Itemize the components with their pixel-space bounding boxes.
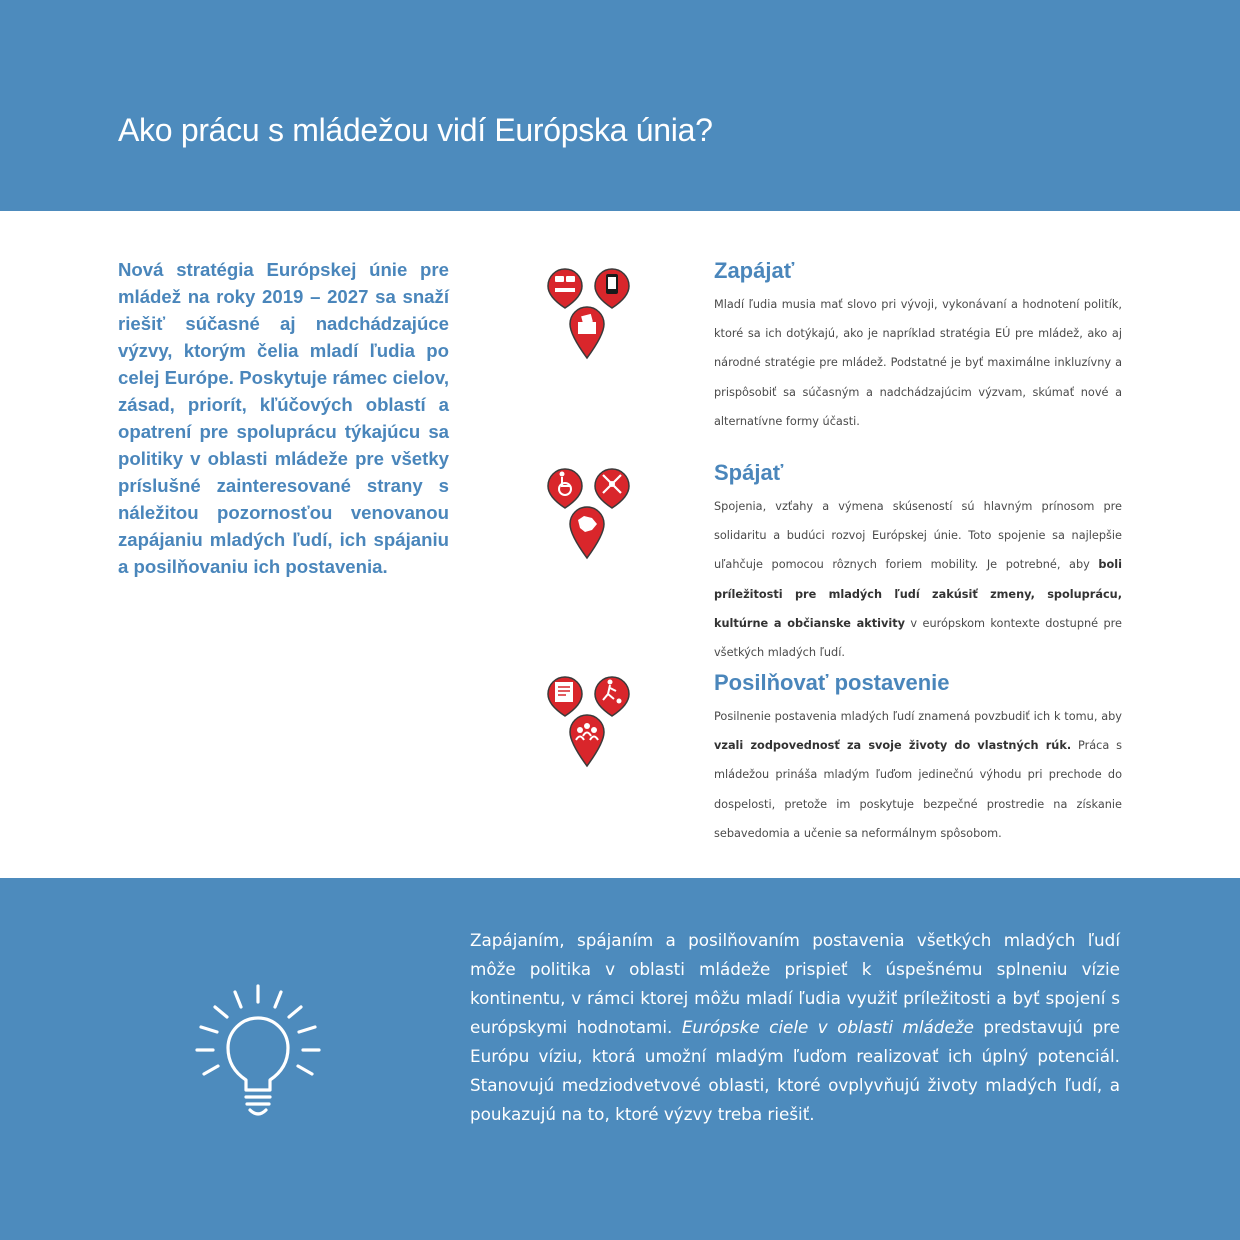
closing-text-part: predstavujú pre Európu víziu, ktorá umožní mladým ľuďom realizovať ich úplný potenciál. Stanovujú medziodvetvové oblasti, ktoré ovplyvňujú životy mladých ľudí, a poukazujú na to, ktoré výzvy treba riešiť. <box>470 1017 1120 1124</box>
header-band <box>0 0 1240 211</box>
lightbulb-icon <box>190 980 330 1125</box>
body-text: v európskom kontexte dostupné pre všetkých mladých ľudí. <box>714 616 1123 660</box>
section-body <box>714 492 1122 667</box>
body-text: Posilnenie postavenia mladých ľudí znamená povzbudiť ich k tomu, aby <box>714 710 1122 723</box>
football-player-icon <box>595 677 629 716</box>
closing-italic-title: Európske ciele v oblasti mládeže <box>681 1017 974 1037</box>
closing-text <box>470 926 1120 1129</box>
body-bold-text: boli príležitosti pre mladých ľudí zakúsiť zmeny, spoluprácu, kultúrne a občianske aktivity <box>714 558 1122 630</box>
network-arrows-icon <box>595 469 629 508</box>
group-icon <box>570 715 604 766</box>
section-spajat <box>714 460 1122 667</box>
section-heading: Posilňovať postavenie <box>714 670 950 695</box>
certificate-icon <box>548 677 582 716</box>
speech-bubbles-icon <box>548 269 582 308</box>
europe-map-icon <box>570 507 604 558</box>
section-body: Mladí ľudia musia mať slovo pri vývoji, vykonávaní a hodnotení politík, ktoré sa ich dotýkajú, ako je napríklad stratégia EÚ pre mládež, ako aj národné stratégie pre mládež. Podstatné je byť maximálne inkluzívny a prispôsobiť sa súčasným a nadchádzajúcim výzvam, skúmať nové a alternatívne formy účasti. <box>714 298 1122 428</box>
wheelchair-icon <box>548 469 582 508</box>
section-zapajat <box>714 258 1122 436</box>
closing-text-part: Zapájaním, spájaním a posilňovaním postavenia všetkých mladých ľudí môže politika v oblasti mládeže prispieť k úspešnému splneniu vízie kontinentu, v rámci ktorej môžu mladí ľudia využiť príležitosti a byť spojení s európskymi hodnotami. <box>470 930 1120 1037</box>
phone-icon <box>595 269 629 308</box>
spajat-icon-cluster <box>540 462 640 562</box>
ballot-box-icon <box>570 307 604 358</box>
page-title: Ako prácu s mládežou vidí Európska únia? <box>118 112 713 148</box>
section-heading: Spájať <box>714 460 784 485</box>
intro-text: Nová stratégia Európskej únie pre mládež na roky 2019 – 2027 sa snaží riešiť súčasné aj nadchádzajúce výzvy, ktorým čelia mladí ľudia po celej Európe. Poskytuje rámec cielov, zásad, priorít, kľúčových oblastí a opatrení pre spoluprácu týkajúcu sa politiky v oblasti mládeže pre všetky príslušné zainteresované strany s náležitou pozornosťou venovanou zapájaniu mladých ľudí, ich spájaniu a posilňovaniu ich postavenia. <box>118 259 449 577</box>
section-posilnovat <box>714 670 1122 848</box>
body-bold-text: vzali zodpovednosť za svoje životy do vlastných rúk. <box>714 739 1072 753</box>
body-text: Práca s mládežou prináša mladým ľuďom jedinečnú výhodu pri prechode do dospelosti, pretože im poskytuje bezpečné prostredie na získanie sebavedomia a učenie sa neformálnym spôsobom. <box>714 739 1122 840</box>
section-heading: Zapájať <box>714 258 795 283</box>
zapajat-icon-cluster <box>540 262 640 362</box>
body-text: Spojenia, vzťahy a výmena skúseností sú hlavným prínosom pre solidaritu a budúci rozvoj Európskej únie. Toto spojenie sa najlepšie uľahčuje pomocou rôznych foriem mobility. Je potrebné, aby <box>714 500 1122 572</box>
posilnovat-icon-cluster <box>540 670 640 770</box>
section-body <box>714 702 1122 848</box>
